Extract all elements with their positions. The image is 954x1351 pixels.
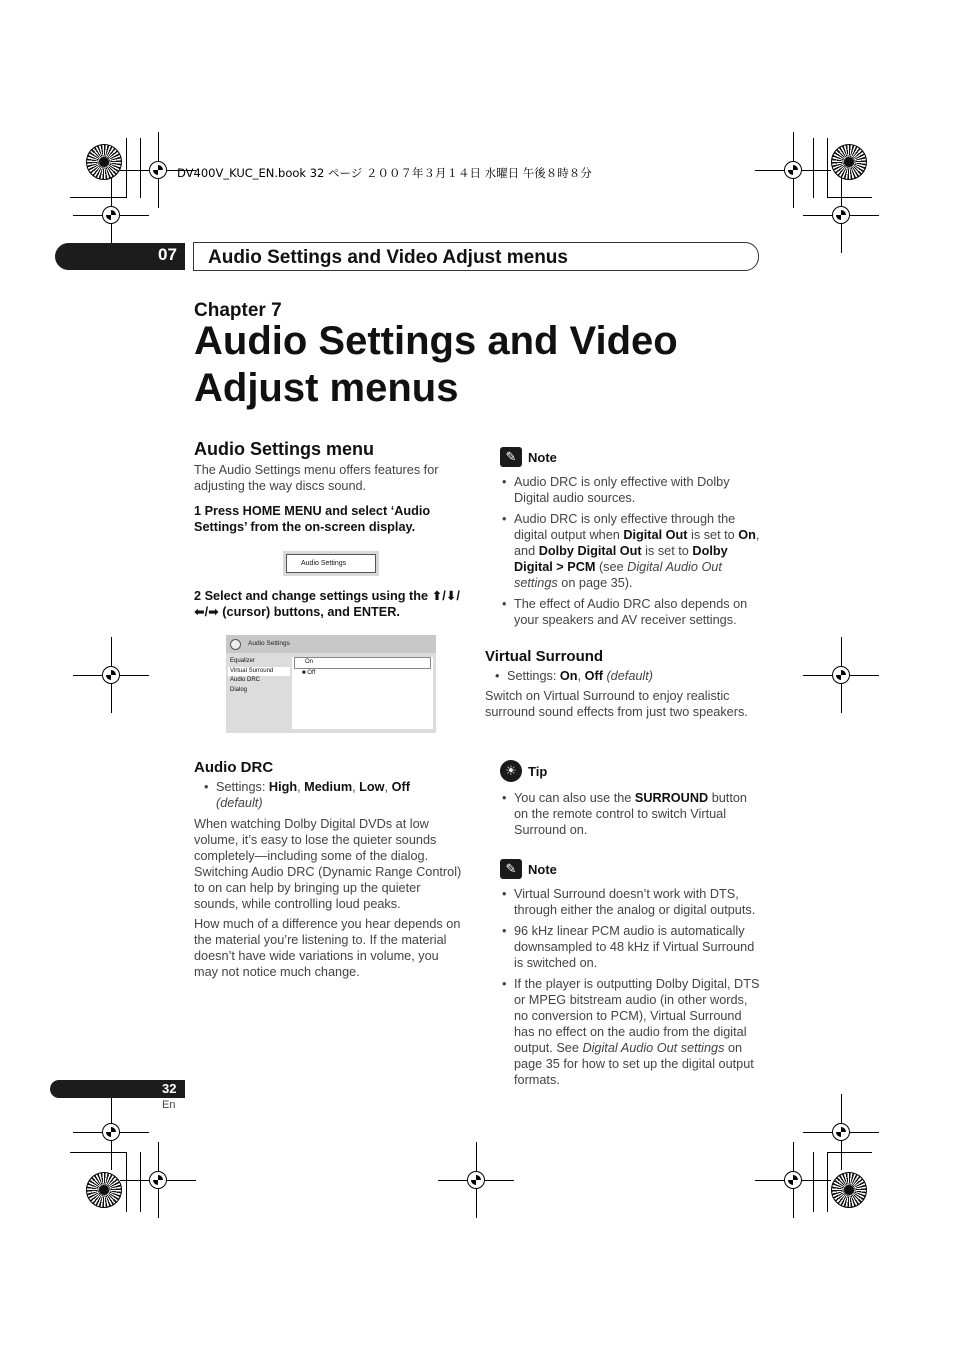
- note-item: • The effect of Audio DRC also depends on your speakers and AV receiver settings.: [500, 596, 760, 628]
- settings-prefix: Settings:: [507, 669, 560, 683]
- section-title: Audio Settings menu: [194, 439, 374, 459]
- setting-value: Medium: [304, 780, 353, 794]
- virtual-surround-settings: • Settings: On, Off (default): [493, 668, 757, 684]
- page-title-line2: Adjust menus: [194, 366, 459, 410]
- starburst-icon: [831, 144, 867, 180]
- setting-value: On: [559, 669, 578, 683]
- note-item: • 96 kHz linear PCM audio is automatically downsampled to 48 kHz if Virtual Surround is switched on.: [500, 923, 760, 971]
- osd-small-label: Audio Settings: [286, 554, 376, 573]
- note-item: • Audio DRC is only effective with Dolby Digital audio sources.: [500, 474, 760, 506]
- osd-option-highlighted: On: [294, 657, 431, 669]
- tip-label: Tip: [528, 763, 548, 779]
- crop-mark: [140, 138, 141, 198]
- audio-drc-paragraph-2: How much of a difference you hear depends on the material you’re listening to. If the material doesn’t have wide variations in volume, you may not notice much change.: [194, 917, 461, 979]
- setting-value: Off: [391, 780, 410, 794]
- crop-mark: [813, 1152, 814, 1212]
- virtual-surround-section: [485, 648, 757, 720]
- note-label: Note: [528, 449, 557, 465]
- setting-value: Off: [584, 669, 603, 683]
- osd-title: Audio Settings: [248, 640, 290, 647]
- crop-mark: [827, 138, 828, 198]
- crop-mark: [126, 1152, 127, 1212]
- step-1: 1 Press HOME MENU and select ‘Audio Settings’ from the on-screen display.: [194, 504, 431, 534]
- crop-mark: [140, 1152, 141, 1212]
- virtual-surround-paragraph: Switch on Virtual Surround to enjoy realistic surround sound effects from just two speakers.: [485, 689, 748, 719]
- step-2: 2 Select and change settings using the ⬆/⬇/⬅/➡ (cursor) buttons, and ENTER.: [194, 589, 460, 619]
- crop-mark: [827, 1152, 872, 1153]
- setting-value: High: [268, 780, 298, 794]
- osd-title-bar: [226, 635, 436, 653]
- osd-option: ■ Off: [302, 669, 316, 676]
- crop-mark: [126, 138, 127, 198]
- osd-options-panel: [292, 657, 433, 729]
- chapter-label: Chapter 7: [194, 300, 282, 321]
- starburst-icon: [831, 1172, 867, 1208]
- page-language: En: [162, 1099, 176, 1111]
- note-2: [500, 859, 760, 1093]
- tip: [500, 760, 760, 843]
- osd-menu-item: Equalizer: [230, 658, 256, 664]
- chapter-number: 07: [158, 245, 177, 264]
- audio-drc-paragraph-1: When watching Dolby Digital DVDs at low volume, it’s easy to lose the quieter sounds completely—including some of the dialog. Switching Audio DRC (Dynamic Range Control) to on can help by bringing up the quieter sounds, while controlling loud peaks.: [194, 817, 462, 911]
- left-column: [194, 439, 464, 535]
- note-item-rich: • If the player is outputting Dolby Digital, DTS or MPEG bitstream audio (in other words, no conversion to PCM), Virtual Surround has no effect on the audio from the digital output. See Digital Audio Out settings on page 35 for how to set up the digital output formats.: [500, 976, 760, 1088]
- settings-prefix: Settings:: [216, 780, 269, 794]
- intro-text: The Audio Settings menu offers features for adjusting the way discs sound.: [194, 463, 439, 493]
- osd-menu-item-selected: Virtual Surround: [228, 667, 290, 677]
- osd-small-screenshot: [283, 551, 379, 576]
- crop-mark: [813, 138, 814, 198]
- note-item: • Virtual Surround doesn’t work with DTS, through either the analog or digital outputs.: [500, 886, 760, 918]
- osd-menu-item: Audio DRC: [230, 677, 261, 683]
- lightbulb-tip-icon: ☀: [500, 760, 522, 782]
- audio-drc-title: Audio DRC: [194, 759, 274, 776]
- osd-audio-settings-screen: [226, 635, 436, 733]
- audio-drc-section: [194, 759, 466, 980]
- page-title-line1: Audio Settings and Video: [194, 319, 678, 363]
- pencil-note-icon: ✎: [500, 447, 522, 467]
- note-item-rich: • Audio DRC is only effective through the digital output when Digital Out is set to On, and Dolby Digital Out is set to Dolby Digital > PCM (see Digital Audio Out settings on page 35).: [500, 511, 760, 591]
- osd-menu: [228, 657, 290, 695]
- file-header: DV400V_KUC_EN.book 32 ページ ２００７年３月１４日 水曜日 午後８時８分: [177, 166, 592, 180]
- running-header-title: Audio Settings and Video Adjust menus: [208, 247, 568, 268]
- page-title: [194, 318, 754, 412]
- starburst-icon: [86, 144, 122, 180]
- tip-item-rich: • You can also use the SURROUND button on the remote control to switch Virtual Surround on.: [500, 790, 760, 838]
- setting-value: Low: [359, 780, 385, 794]
- audio-drc-settings: • Settings: High, Medium, Low, Off (default): [202, 779, 466, 811]
- note-1: [500, 447, 760, 633]
- osd-menu-item: Dialog: [230, 686, 248, 693]
- step-2-block: [194, 588, 468, 620]
- page-number: 32: [162, 1081, 177, 1096]
- default-marker: (default): [606, 669, 653, 683]
- crop-mark: [827, 197, 872, 198]
- virtual-surround-title: Virtual Surround: [485, 648, 604, 665]
- crop-mark: [827, 1152, 828, 1212]
- crop-mark: [70, 197, 127, 198]
- note-label: Note: [528, 861, 557, 877]
- default-marker: (default): [216, 796, 263, 810]
- starburst-icon: [86, 1172, 122, 1208]
- speaker-icon: [230, 639, 241, 650]
- crop-mark: [70, 1152, 127, 1153]
- pencil-note-icon: ✎: [500, 859, 522, 879]
